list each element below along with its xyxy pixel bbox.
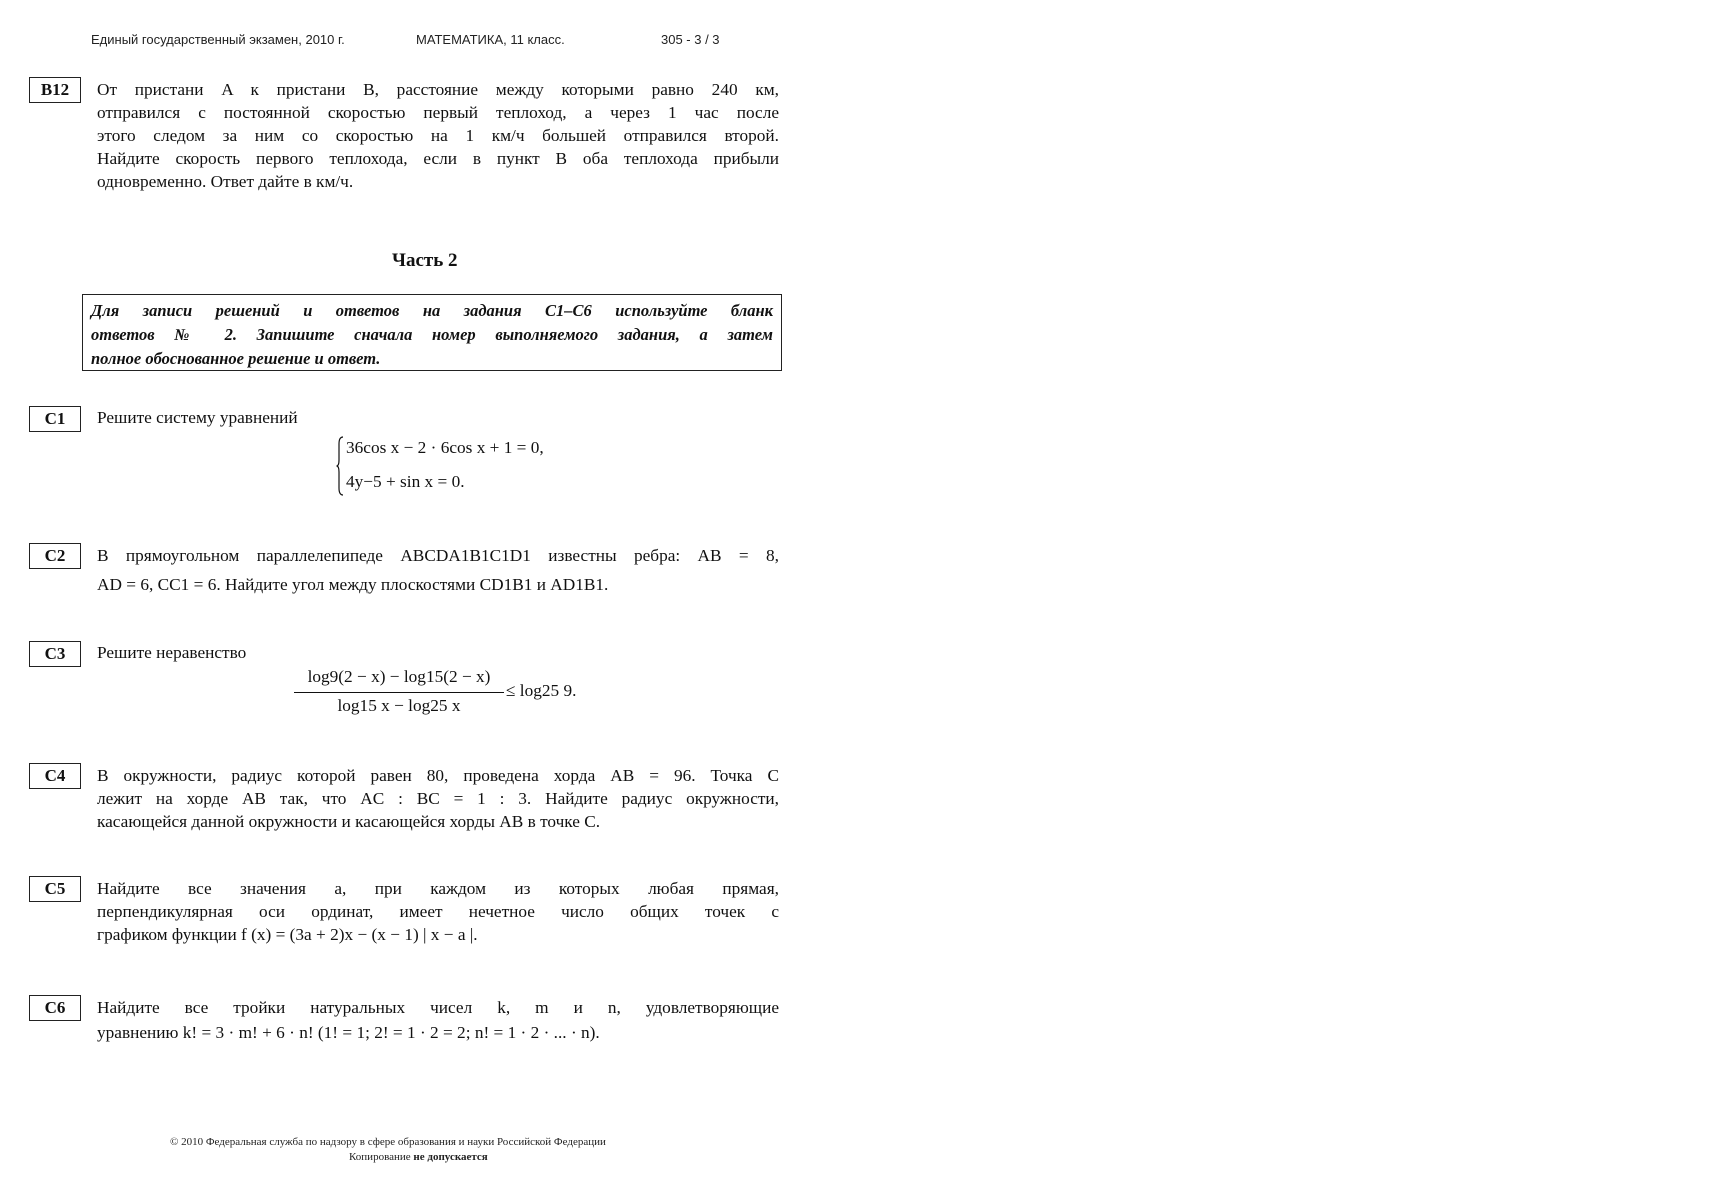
c6-line: уравнению k! = 3 · m! + 6 · n! (1! = 1; 2! = 1 · 2 = 2; n! = 1 · 2 · ... · n). (97, 1023, 600, 1042)
instruction-line: Для записи решений и ответов на задания С1–С6 используйте бланк (91, 301, 773, 320)
c4-line: В окружности, радиус которой равен 80, проведена хорда AB = 96. Точка C (97, 766, 779, 785)
task-c2-text (97, 544, 779, 596)
footer-copying-prefix: Копирование (349, 1151, 411, 1163)
c1-equation-2: 4y−5 + sin x = 0. (346, 472, 465, 491)
instruction-line: ответов № 2. Запишите сначала номер выполняемого задания, а затем (91, 325, 773, 344)
task-label-b12: B12 (29, 77, 81, 103)
b12-line: Найдите скорость первого теплохода, если в пункт B оба теплохода прибыли (97, 149, 779, 168)
task-label-c4: C4 (29, 763, 81, 789)
b12-line: отправился с постоянной скоростью первый теплоход, а через 1 час после (97, 103, 779, 122)
c3-rhs: ≤ log25 9. (506, 681, 577, 700)
footer-copying-bold: не допускается (413, 1151, 488, 1163)
b12-line: От пристани A к пристани B, расстояние между которыми равно 240 км, (97, 80, 779, 99)
c2-line: AD = 6, CC1 = 6. Найдите угол между плоскостями CD1B1 и AD1B1. (97, 575, 609, 594)
b12-line: этого следом за ним со скоростью на 1 км/ч большей отправился второй. (97, 126, 779, 145)
c2-line: В прямоугольном параллелепипеде ABCDA1B1C1D1 известны ребра: AB = 8, (97, 546, 779, 565)
c3-denominator: log15 x − log25 x (337, 696, 461, 715)
task-c3-text: Решите неравенство (97, 643, 247, 662)
c3-numerator: log9(2 − x) − log15(2 − x) (307, 667, 491, 686)
instruction-line: полное обоснованное решение и ответ. (91, 349, 381, 368)
task-label-c2: C2 (29, 543, 81, 569)
task-label-c1: C1 (29, 406, 81, 432)
c4-line: лежит на хорде AB так, что AC : BC = 1 : 3. Найдите радиус окружности, (97, 789, 779, 808)
task-label-c5: C5 (29, 876, 81, 902)
part-2-title: Часть 2 (392, 250, 458, 271)
task-c6-text (97, 996, 779, 1044)
task-label-c6: C6 (29, 995, 81, 1021)
c4-line: касающейся данной окружности и касающейся хорды AB в точке C. (97, 812, 601, 831)
system-brace (336, 436, 344, 496)
task-c5-text (97, 877, 779, 946)
task-c4-text (97, 764, 779, 833)
c3-fraction-bar (294, 692, 504, 693)
c5-line: перпендикулярная оси ординат, имеет нечетное число общих точек с (97, 902, 779, 921)
page-number: 305 - 3 / 3 (661, 32, 720, 47)
part-2-instruction-box (82, 294, 782, 371)
b12-line: одновременно. Ответ дайте в км/ч. (97, 172, 354, 191)
c1-equation-1: 36cos x − 2 · 6cos x + 1 = 0, (346, 438, 544, 457)
c5-line: Найдите все значения a, при каждом из которых любая прямая, (97, 879, 779, 898)
footer-copyright: © 2010 Федеральная служба по надзору в сфере образования и науки Российской Федерации (170, 1136, 606, 1148)
task-b12-text (97, 78, 779, 193)
footer-copying (349, 1151, 488, 1163)
c5-line: графиком функции f (x) = (3a + 2)x − (x − 1) | x − a |. (97, 925, 478, 944)
task-c1-text: Решите систему уравнений (97, 408, 298, 427)
subject-title: МАТЕМАТИКА, 11 класс. (416, 32, 565, 47)
task-label-c3: C3 (29, 641, 81, 667)
exam-title: Единый государственный экзамен, 2010 г. (91, 32, 345, 47)
c6-line: Найдите все тройки натуральных чисел k, m и n, удовлетворяющие (97, 998, 779, 1017)
